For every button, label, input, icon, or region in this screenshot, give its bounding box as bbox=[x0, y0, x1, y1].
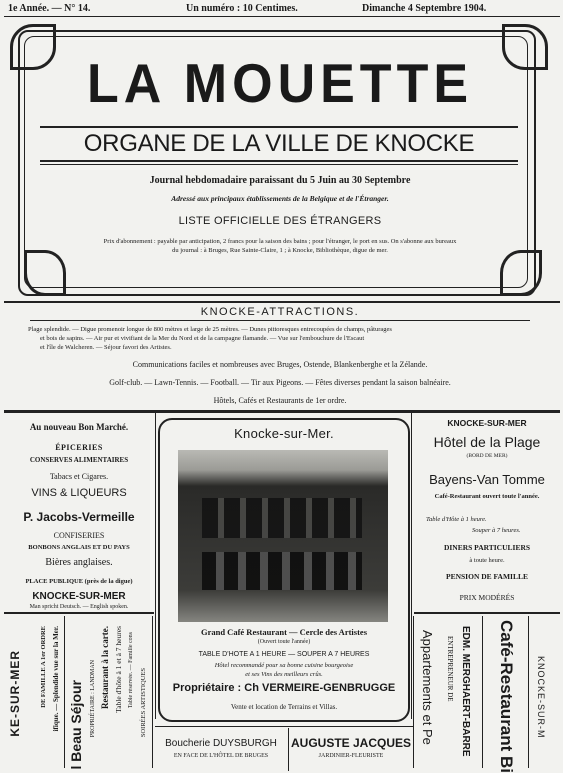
ad-right-line-1: KNOCKE-SUR-MER bbox=[447, 418, 527, 428]
ad-right-line-5: Café-Restaurant ouvert toute l'année. bbox=[434, 493, 540, 500]
building-window-row bbox=[202, 498, 362, 538]
vertical-ad-famille: DE FAMILLE A 1er ORDRE bbox=[40, 626, 47, 708]
bottom-rule-right bbox=[414, 612, 560, 614]
vertical-ad-knocke-right: KNOCKE-SUR-M bbox=[536, 656, 546, 739]
ad-center-line-7: Vente et location de Terrains et Villas. bbox=[230, 703, 338, 711]
journal-line: Journal hebdomadaire paraissant du 5 Juin au 30 Septembre bbox=[149, 175, 411, 186]
ad-right-line-6: Table d'Hôte à 1 heure. bbox=[426, 516, 487, 523]
bottom-box-rule bbox=[155, 726, 413, 727]
vertical-ad-beau-sejour: l Beau Séjour bbox=[68, 680, 84, 770]
ad-right-line-7: Souper à 7 heures. bbox=[472, 527, 521, 534]
vertical-ad-entrepreneur: ENTREPRENEUR DE bbox=[446, 636, 454, 702]
box-jacques-sub: JARDINIER-FLEURISTE bbox=[318, 753, 384, 759]
ad-left-line-9: PLACE PUBLIQUE (près de la digue) bbox=[25, 578, 133, 585]
subtitle-rule-top bbox=[40, 126, 518, 128]
bottom-rule bbox=[4, 612, 154, 614]
vertical-ad-cafe-restaurant: Café-Restaurant Bi bbox=[497, 620, 516, 773]
ad-right-line-8: DINERS PARTICULIERS bbox=[443, 543, 531, 552]
attractions-line-6: Hôtels, Cafés et Restaurants de 1er ordre. bbox=[213, 396, 347, 405]
ad-right-line-9: à toute heure. bbox=[469, 557, 505, 564]
ad-right-line-2: Hôtel de la Plage bbox=[433, 434, 541, 450]
attractions-line-2: et bois de sapins. — Air pur et vivifiant de la Mer du Nord et de la campagne flamande. — Vue sur l'embouchure de l'Escaut bbox=[40, 335, 365, 342]
issue-date: Dimanche 4 Septembre 1904. bbox=[362, 3, 487, 14]
attractions-line-3: et l'île de Walcheren. — Séjour favori des Artistes. bbox=[40, 344, 172, 351]
vertical-ad-table-reservee: Table réservée. — Famille cons bbox=[128, 632, 134, 709]
box-divider bbox=[288, 728, 289, 771]
ad-center-line-6: Propriétaire : Ch VERMEIRE-GENBRUGGE bbox=[172, 682, 396, 694]
ornament-corner-icon bbox=[500, 250, 542, 296]
ad-center-line-5: et ses Vins des meilleurs crûs. bbox=[245, 671, 323, 678]
building-photo bbox=[178, 450, 388, 622]
attractions-line-1: Plage splendide. — Digue promenoir longue de 800 mètres et large de 25 mètres. — Dunes pittoresques entrecoupées de champs, pâturages bbox=[28, 326, 392, 333]
vertical-rule-3 bbox=[413, 616, 414, 768]
vertical-ad-appartements: Appartements et Pe bbox=[420, 630, 435, 745]
ad-left-line-1: ÉPICERIES bbox=[55, 443, 103, 452]
vertical-ad-knocke: KE-SUR-MER bbox=[8, 650, 22, 737]
vertical-rule-2 bbox=[152, 616, 153, 768]
attractions-rule-top bbox=[4, 301, 560, 303]
vertical-rule bbox=[64, 616, 65, 768]
vertical-ad-merghaert: EDM. MERGHAERT-BARRE bbox=[460, 626, 471, 757]
ad-left-line-3: Tabacs et Cigares. bbox=[49, 472, 109, 481]
ad-left-line-5: P. Jacobs-Vermeille bbox=[23, 510, 135, 524]
ad-center-line-1: Grand Café Restaurant — Cercle des Artistes bbox=[200, 627, 368, 637]
ad-center-line-2: (Ouvert toute l'année) bbox=[257, 639, 311, 645]
address-line: Adressé aux principaux établissements de la Belgique et de l'Étranger. bbox=[171, 194, 389, 203]
attractions-line-4: Communications faciles et nombreuses avec Bruges, Ostende, Blankenberghe et la Zélande. bbox=[132, 360, 428, 369]
box-boucherie-title: Boucherie DUYSBURGH bbox=[165, 738, 277, 749]
ad-left-title: Au nouveau Bon Marché. bbox=[29, 422, 129, 432]
vertical-ad-proprietaire: PROPRIÉTAIRE : LANDMAN bbox=[90, 660, 96, 738]
ad-right-line-3: (BORD DE MER) bbox=[466, 453, 508, 459]
box-jacques-title: AUGUSTE JACQUES bbox=[290, 736, 412, 750]
ad-left-line-11: Man spricht Deutsch. — English spoken. bbox=[29, 604, 129, 610]
ad-left-line-7: BONBONS ANGLAIS ET DU PAYS bbox=[28, 544, 130, 551]
attractions-rule-bottom bbox=[4, 410, 560, 413]
ad-left-line-10: KNOCKE-SUR-MER bbox=[32, 591, 126, 602]
column-rule-left bbox=[155, 413, 156, 719]
vertical-ad-vue-mer: ifique. — Splendide vue sur la Mer. bbox=[52, 626, 60, 732]
ad-center-line-4: Hôtel recommandé pour sa bonne cuisine bourgeoise bbox=[214, 662, 354, 669]
masthead-title: LA MOUETTE bbox=[86, 53, 474, 115]
ad-center-line-3: TABLE D'HOTE A 1 HEURE — SOUPER A 7 HEURES bbox=[198, 651, 370, 658]
box-boucherie-sub: EN FACE DE L'HÔTEL DE BRUGES bbox=[173, 753, 269, 759]
vertical-rule-4 bbox=[482, 616, 483, 768]
building-door-row bbox=[202, 552, 362, 590]
issue-number: 1e Année. — N° 14. bbox=[8, 3, 91, 14]
vertical-ad-table-hote: Table d'hôte à 1 et à 7 heures bbox=[114, 626, 123, 713]
ad-right-line-10: PENSION DE FAMILLE bbox=[446, 572, 528, 581]
subscription-line-2: du journal : à Bruges, Rue Sainte-Claire, 1 ; à Knocke, Bibliothèque, digue de mer. bbox=[172, 247, 388, 254]
ad-left-line-2: CONSERVES ALIMENTAIRES bbox=[29, 456, 129, 464]
column-rule-right bbox=[411, 413, 412, 719]
subtitle-rule-bottom bbox=[40, 160, 518, 162]
attractions-heading-rule bbox=[30, 320, 530, 321]
ad-right-line-4: Bayens-Van Tomme bbox=[429, 472, 545, 487]
ad-center-title: Knocke-sur-Mer. bbox=[234, 426, 334, 441]
issue-price: Un numéro : 10 Centimes. bbox=[186, 3, 298, 14]
vertical-ad-soirees: SOIRÉES ARTISTIQUES bbox=[140, 668, 147, 738]
masthead-subtitle: ORGANE DE LA VILLE DE KNOCKE bbox=[83, 130, 475, 157]
ad-right-line-11: PRIX MODÉRÉS bbox=[459, 593, 515, 602]
ornament-corner-icon bbox=[24, 250, 66, 296]
header-rule bbox=[4, 16, 560, 17]
vertical-rule-5 bbox=[528, 616, 529, 768]
vertical-ad-restaurant: Restaurant à la carte. bbox=[100, 626, 110, 709]
subtitle-rule-bottom2 bbox=[40, 164, 518, 165]
attractions-line-5: Golf-club. — Lawn-Tennis. — Football. — Tir aux Pigeons. — Fêtes diverses pendant la saison balnéaire. bbox=[109, 378, 451, 387]
ad-left-line-4: VINS & LIQUEURS bbox=[31, 487, 127, 499]
subscription-line-1: Prix d'abonnement : payable par anticipation, 2 francs pour la saison des bains ; pour l'étranger, le port en sus. On s'abonne aux bureaux bbox=[103, 238, 457, 245]
attractions-heading: KNOCKE-ATTRACTIONS. bbox=[200, 306, 360, 318]
list-line: LISTE OFFICIELLE DES ÉTRANGERS bbox=[178, 215, 382, 227]
ad-left-line-6: CONFISERIES bbox=[53, 531, 105, 540]
ad-left-line-8: Bières anglaises. bbox=[45, 557, 113, 568]
